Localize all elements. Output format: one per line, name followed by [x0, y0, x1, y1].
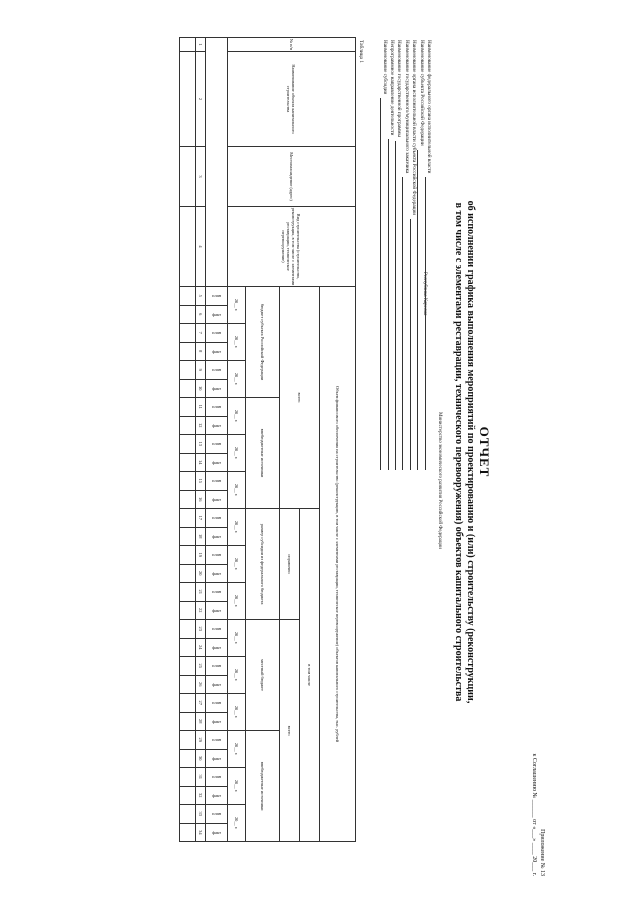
plan-cell: план — [206, 768, 228, 787]
offbudget-header: внебюджетные источники — [246, 398, 280, 509]
column-number: 22 — [196, 601, 206, 620]
appendix-note — [530, 754, 546, 876]
fact-cell: факт — [206, 379, 228, 398]
column-number: 16 — [196, 490, 206, 509]
fact-cell: факт — [206, 675, 228, 694]
plan-cell: план — [206, 435, 228, 454]
column-number: 13 — [196, 435, 206, 454]
plan-cell: план — [206, 657, 228, 676]
data-cell[interactable] — [180, 731, 196, 750]
col-name-header: Наименование объекта капитального строительства — [228, 52, 356, 147]
fact-cell: факт — [206, 712, 228, 731]
column-number: 31 — [196, 768, 206, 787]
data-cell[interactable] — [180, 416, 196, 435]
column-number: 2 — [196, 52, 206, 147]
field-customer: Наименование государственного/муниципального заказчика — [402, 40, 409, 470]
budget-subject-header: бюджет субъекта Российской Федерации — [246, 287, 280, 398]
report-sheet — [90, 22, 550, 882]
agreement-line: к Соглашению № ______ от «___» ____ 20___ г. — [531, 753, 537, 876]
data-cell[interactable] — [180, 324, 196, 343]
column-number: 15 — [196, 472, 206, 491]
column-number: 28 — [196, 712, 206, 731]
data-cell[interactable] — [180, 379, 196, 398]
data-cell[interactable] — [180, 453, 196, 472]
spacer-cell — [206, 38, 228, 287]
fact-cell: факт — [206, 638, 228, 657]
fact-cell: факт — [206, 564, 228, 583]
column-number: 14 — [196, 453, 206, 472]
including-header: в том числе — [300, 509, 320, 842]
fill-line — [388, 139, 395, 470]
plan-cell: план — [206, 731, 228, 750]
fact-cell: факт — [206, 749, 228, 768]
data-cell[interactable] — [180, 712, 196, 731]
column-number: 11 — [196, 398, 206, 417]
field-federal-body: Наименование федерального органа исполнительной власти — [425, 40, 432, 470]
header-fields — [380, 40, 432, 470]
total-right-header: всего — [280, 620, 300, 842]
fill-line — [425, 177, 432, 470]
fact-cell: факт — [206, 823, 228, 842]
year-cell: 20__ г. — [228, 731, 246, 768]
ministry-name: Министерство экономического развития Российской Федерации — [437, 412, 442, 549]
header-row-1 — [320, 38, 356, 842]
reference-header: справочно — [280, 509, 300, 620]
fill-line — [395, 141, 402, 470]
field-subject-body: Наименование органа исполнительной власти субъекта Российской Федерации — [410, 40, 417, 470]
plan-cell: план — [206, 361, 228, 380]
column-number: 10 — [196, 379, 206, 398]
fill-line — [380, 98, 387, 470]
plan-cell: план — [206, 398, 228, 417]
column-number: 24 — [196, 638, 206, 657]
column-number: 17 — [196, 509, 206, 528]
data-cell[interactable] — [180, 749, 196, 768]
column-number: 27 — [196, 694, 206, 713]
data-cell[interactable] — [180, 490, 196, 509]
field-nonprogram: Непрограммное направление деятельности — [388, 40, 395, 470]
offbudget-right-header: внебюджетные источники — [246, 731, 280, 842]
year-cell: 20__ г. — [228, 768, 246, 805]
subsidy-fed-header: размер субсидии из федерального бюджета — [246, 509, 280, 620]
volume-header: Объем финансового обеспечения на строительство (реконструкцию, в том числе с элементами реставрации, техническое перевооружение) объектов капитального строительства, тыс. рублей — [320, 287, 356, 842]
data-cell[interactable] — [180, 546, 196, 565]
data-cell[interactable] — [180, 509, 196, 528]
data-cell[interactable] — [180, 564, 196, 583]
column-number: 32 — [196, 786, 206, 805]
report-title — [452, 22, 492, 882]
year-cell: 20__ г. — [228, 398, 246, 435]
plan-cell: план — [206, 620, 228, 639]
plan-cell: план — [206, 546, 228, 565]
report-title-line-1: об исполнении графика выполнения мероприятий по проектированию и (или) строительству (реконструкции, — [465, 200, 476, 704]
data-cell[interactable] — [180, 657, 196, 676]
plan-cell: план — [206, 583, 228, 602]
data-cell[interactable] — [180, 38, 196, 52]
column-number: 25 — [196, 657, 206, 676]
year-cell: 20__ г. — [228, 509, 246, 546]
data-cell[interactable] — [180, 472, 196, 491]
fill-line — [402, 177, 409, 470]
column-number: 33 — [196, 805, 206, 824]
data-cell[interactable] — [180, 786, 196, 805]
col-num-header: № п/п — [228, 38, 356, 52]
report-heading: ОТЧЕТ — [477, 426, 492, 478]
year-cell: 20__ г. — [228, 546, 246, 583]
year-cell: 20__ г. — [228, 361, 246, 398]
column-number: 1 — [196, 38, 206, 52]
data-cell[interactable] — [180, 52, 196, 147]
data-cell[interactable] — [180, 638, 196, 657]
column-number: 21 — [196, 583, 206, 602]
column-number: 30 — [196, 749, 206, 768]
plan-cell: план — [206, 472, 228, 491]
plan-cell: план — [206, 287, 228, 306]
data-cell[interactable] — [180, 768, 196, 787]
fact-cell: факт — [206, 786, 228, 805]
fact-cell: факт — [206, 453, 228, 472]
col-type-header: Вид строительства (строительство, реконструкция, в том числе с элементами реставрации, техническое перевооружение) — [228, 207, 356, 287]
fact-cell: факт — [206, 527, 228, 546]
fill-line — [417, 150, 424, 470]
fact-cell: факт — [206, 342, 228, 361]
year-cell: 20__ г. — [228, 472, 246, 509]
fact-cell: факт — [206, 601, 228, 620]
plan-cell: план — [206, 509, 228, 528]
column-number: 19 — [196, 546, 206, 565]
fact-cell: факт — [206, 416, 228, 435]
field-subsidy: Наименование субсидии — [380, 40, 387, 470]
year-cell: 20__ г. — [228, 620, 246, 657]
data-cell[interactable] — [180, 435, 196, 454]
data-cell[interactable] — [180, 147, 196, 207]
column-number: 34 — [196, 823, 206, 842]
plan-cell: план — [206, 694, 228, 713]
column-number: 7 — [196, 324, 206, 343]
year-cell: 20__ г. — [228, 583, 246, 620]
table-row — [180, 38, 196, 842]
field-subject: Наименование субъекта Российской Федерации — [417, 40, 424, 470]
column-number: 5 — [196, 287, 206, 306]
appendix-title: Приложение № 13 — [539, 829, 545, 876]
data-cell[interactable] — [180, 305, 196, 324]
column-number: 18 — [196, 527, 206, 546]
plan-fact-row — [206, 38, 228, 842]
data-cell[interactable] — [180, 823, 196, 842]
column-number: 3 — [196, 147, 206, 207]
column-number: 6 — [196, 305, 206, 324]
data-cell[interactable] — [180, 694, 196, 713]
plan-cell: план — [206, 324, 228, 343]
total-left-header: всего — [280, 287, 320, 509]
column-number: 8 — [196, 342, 206, 361]
column-number: 23 — [196, 620, 206, 639]
column-number: 26 — [196, 675, 206, 694]
report-table — [179, 37, 356, 842]
data-cell[interactable] — [180, 601, 196, 620]
plan-cell: план — [206, 805, 228, 824]
year-cell: 20__ г. — [228, 435, 246, 472]
year-cell: 20__ г. — [228, 324, 246, 361]
fact-cell: факт — [206, 305, 228, 324]
year-cell: 20__ г. — [228, 657, 246, 694]
data-cell[interactable] — [180, 675, 196, 694]
fill-line — [410, 219, 417, 470]
data-cell[interactable] — [180, 207, 196, 287]
data-cell[interactable] — [180, 583, 196, 602]
data-cell[interactable] — [180, 398, 196, 417]
data-cell[interactable] — [180, 620, 196, 639]
column-number: 4 — [196, 207, 206, 287]
column-number-row — [196, 38, 206, 842]
column-number: 20 — [196, 564, 206, 583]
data-cell[interactable] — [180, 287, 196, 306]
data-cell[interactable] — [180, 527, 196, 546]
report-title-line-2: в том числе с элементами реставрации, технического перевооружения) объектов капитального строительства — [453, 202, 464, 702]
region-name: Республика Карелия — [422, 272, 427, 316]
field-program: Наименование государственной программы — [395, 40, 402, 470]
data-cell[interactable] — [180, 342, 196, 361]
col-location-header: Местонахождение (адрес) — [228, 147, 356, 207]
year-cell: 20__ г. — [228, 805, 246, 842]
data-cell[interactable] — [180, 361, 196, 380]
table-caption: Таблица 1 — [358, 40, 364, 64]
data-cell[interactable] — [180, 805, 196, 824]
year-cell: 20__ г. — [228, 694, 246, 731]
year-cell: 20__ г. — [228, 287, 246, 324]
column-number: 12 — [196, 416, 206, 435]
local-budget-header: местный бюджет — [246, 620, 280, 731]
column-number: 9 — [196, 361, 206, 380]
column-number: 29 — [196, 731, 206, 750]
fact-cell: факт — [206, 490, 228, 509]
